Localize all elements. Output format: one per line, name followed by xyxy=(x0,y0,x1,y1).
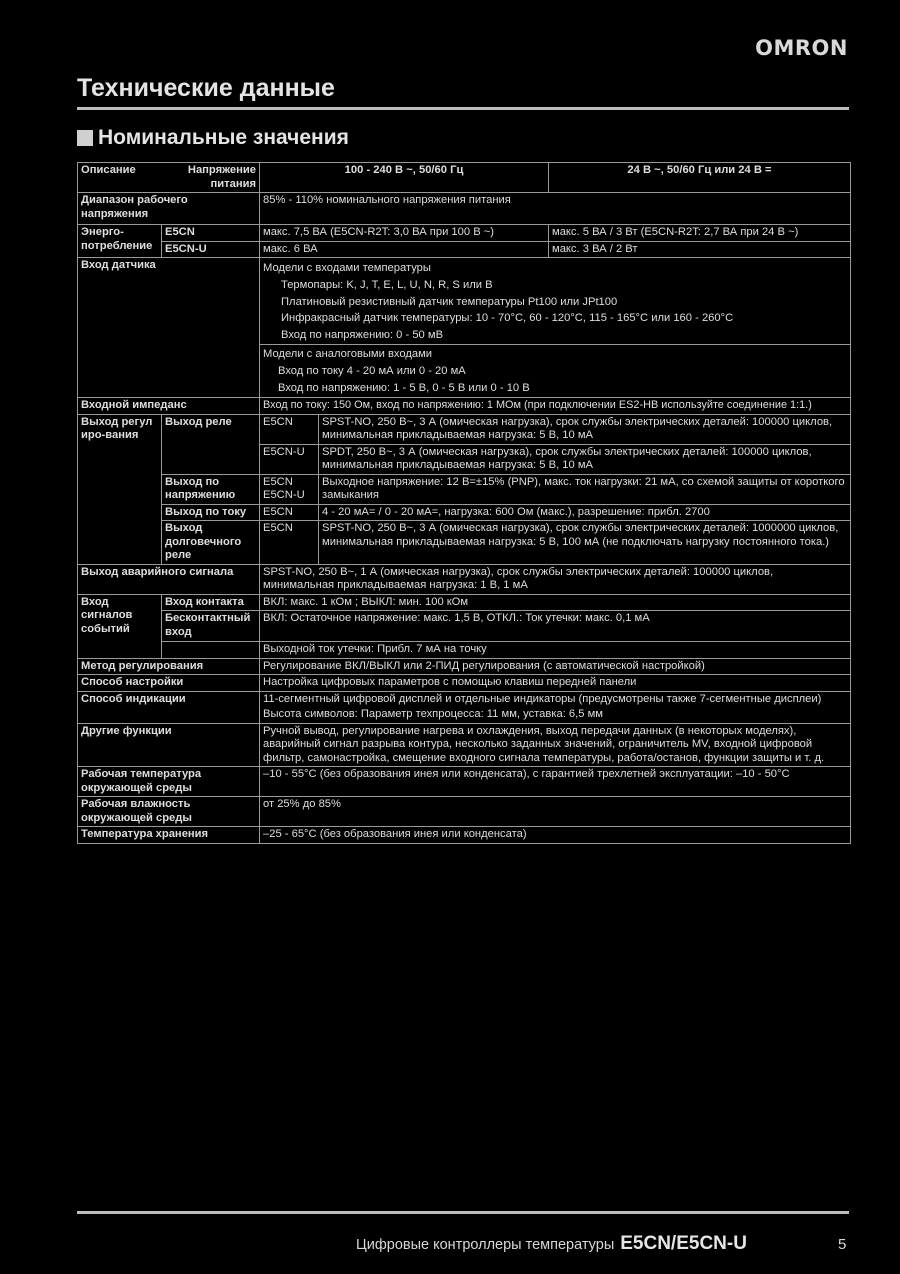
sub-label: Выход реле xyxy=(162,414,260,474)
table-row xyxy=(78,691,851,723)
row-label: Способ настройки xyxy=(78,675,260,692)
ratings-table-body xyxy=(77,162,851,844)
sensor-voltage-temp: Вход по напряжению: 0 - 50 мВ xyxy=(281,329,444,342)
table-row xyxy=(78,642,851,659)
sensor-voltage-in: Вход по напряжению: 1 - 5 В, 0 - 5 В или 0 - 10 В xyxy=(278,381,530,394)
row-value: Выходное напряжение: 12 В=±15% (PNP), макс. ток нагрузки: 21 мА, со схемой защиты от короткого замыкания xyxy=(319,474,851,504)
indication-display: 11-сегментный цифровой дисплей и отдельные индикаторы (предусмотрены также 7-сегментные дисплеи) xyxy=(263,692,822,705)
footer xyxy=(356,1233,747,1255)
table-row xyxy=(78,827,851,844)
page-number: 5 xyxy=(838,1236,847,1253)
row-value: SPST-NO, 250 В~, 1 А (омическая нагрузка), срок службы электрических деталей: 100000 циклов, минимальная прикладываемая нагрузка: 1 В, 1 мА xyxy=(260,564,851,594)
table-row xyxy=(78,723,851,767)
row-value: ВКЛ: макс. 1 кОм ; ВЫКЛ: мин. 100 кОм xyxy=(260,594,851,611)
table-row xyxy=(78,594,851,611)
sub-label: Вход контакта xyxy=(162,594,260,611)
row-label: Выход аварийного сигнала xyxy=(78,564,260,594)
sub-label: Выход по напряжению xyxy=(162,474,260,504)
row-value: 85% - 110% номинального напряжения питания xyxy=(260,193,851,225)
page-title: Технические данные xyxy=(77,74,335,102)
footer-text: Цифровые контроллеры температуры xyxy=(356,1237,615,1253)
row-value: макс. 6 ВА xyxy=(260,241,549,258)
row-value: макс. 5 ВА / 3 Вт (E5CN-R2T: 2,7 ВА при 24 В ~) xyxy=(549,225,851,242)
row-value: Вход по току: 150 Ом, вход по напряжению: 1 МОм (при подключении ES2-HB используйте соединение 1:1.) xyxy=(260,398,851,415)
row-value: Регулирование ВКЛ/ВЫКЛ или 2-ПИД регулирования (с автоматической настройкой) xyxy=(260,658,851,675)
header-description: Описание xyxy=(81,164,136,176)
sensor-values xyxy=(260,258,851,398)
sensor-platinum: Платиновый резистивный датчик температуры Pt100 или JPt100 xyxy=(281,295,618,308)
table-row xyxy=(78,474,851,504)
header-description-cell xyxy=(78,163,260,193)
table-row xyxy=(78,658,851,675)
table-header-row xyxy=(78,163,851,193)
row-value: Настройка цифровых параметров с помощью клавиш передней панели xyxy=(260,675,851,692)
section-title-text: Номинальные значения xyxy=(98,126,349,149)
row-value: от 25% до 85% xyxy=(260,797,851,827)
row-label: Выход регулиро-вания xyxy=(78,414,162,564)
header-supply-voltage: Напряжение питания xyxy=(187,164,256,190)
row-value: макс. 7,5 ВА (E5CN-R2T: 3,0 ВА при 100 В ~) xyxy=(260,225,549,242)
model-label: E5CN-U xyxy=(162,241,260,258)
table-row xyxy=(78,225,851,242)
table-row xyxy=(78,797,851,827)
table-row xyxy=(78,504,851,521)
row-value xyxy=(260,691,851,723)
row-label: Другие функции xyxy=(78,723,260,767)
table-row xyxy=(78,675,851,692)
empty-cell xyxy=(162,642,260,659)
row-label: Энерго-потребление xyxy=(78,225,162,258)
model-label: E5CN xyxy=(260,504,319,521)
model-label: E5CN xyxy=(260,414,319,444)
table-row xyxy=(78,414,851,444)
row-label: Метод регулирования xyxy=(78,658,260,675)
row-value: –10 - 55°C (без образования инея или конденсата), с гарантией трехлетней эксплуатации: –10 - 50°C xyxy=(260,767,851,797)
model-label: E5CN xyxy=(162,225,260,242)
sensor-analog-models: Модели с аналоговыми входами xyxy=(260,344,850,363)
row-value: SPST-NO, 250 В~, 3 А (омическая нагрузка), срок службы электрических деталей: 100000 циклов, минимальная прикладываемая нагрузка: 5 В, 10 мА xyxy=(319,414,851,444)
footer-model: E5CN/E5CN-U xyxy=(620,1233,747,1254)
row-value: Выходной ток утечки: Прибл. 7 мА на точку xyxy=(260,642,851,659)
sub-label: Бесконтактный вход xyxy=(162,611,260,642)
row-value: Ручной вывод, регулирование нагрева и охлаждения, выход передачи данных (в некоторых моделях), аварийный сигнал разрыва контура, несколько заданных значений, ограничитель MV, входной цифровой фильтр, самонастройка, смещение входного сигнала температуры, работа/останов, функции защиты и т. д. xyxy=(260,723,851,767)
indication-height: Высота символов: Параметр техпроцесса: 11 мм, уставка: 6,5 мм xyxy=(263,708,603,721)
row-label: Вход сигналов событий xyxy=(78,594,162,658)
row-label: Диапазон рабочего напряжения xyxy=(78,193,260,225)
row-value: макс. 3 ВА / 2 Вт xyxy=(549,241,851,258)
omron-logo: OMRON xyxy=(755,36,848,60)
header-dc: 24 В ~, 50/60 Гц или 24 В = xyxy=(549,163,851,193)
row-label: Входной импеданс xyxy=(78,398,260,415)
model-e5cn: E5CN xyxy=(263,475,293,488)
model-e5cnu: E5CN-U xyxy=(263,489,305,502)
sensor-thermocouples: Термопары: K, J, T, E, L, U, N, R, S или B xyxy=(281,278,493,291)
row-value: ВКЛ: Остаточное напряжение: макс. 1,5 В, ОТКЛ.: Ток утечки: макс. 0,1 мА xyxy=(260,611,851,642)
row-value: 4 - 20 мА= / 0 - 20 мА=, нагрузка: 600 Ом (макс.), разрешение: прибл. 2700 xyxy=(319,504,851,521)
row-label: Способ индикации xyxy=(78,691,260,723)
sensor-temp-models: Модели с входами температуры xyxy=(263,262,431,274)
footer-divider xyxy=(77,1211,849,1214)
table-row xyxy=(78,258,851,398)
row-label: Рабочая температура окружающей среды xyxy=(78,767,260,797)
row-label: Рабочая влажность окружающей среды xyxy=(78,797,260,827)
model-label: E5CN xyxy=(260,521,319,565)
section-title xyxy=(77,126,349,150)
table-row xyxy=(78,521,851,565)
sub-label: Выход долговечного реле xyxy=(162,521,260,565)
row-value: SPST-NO, 250 В~, 3 А (омическая нагрузка), срок службы электрических деталей: 1000000 циклов, минимальная прикладываемая нагрузка: 5 В, 100 мА (не подключать нагрузку постоянного тока.) xyxy=(319,521,851,565)
row-label: Температура хранения xyxy=(78,827,260,844)
table-row xyxy=(78,767,851,797)
sensor-infrared: Инфракрасный датчик температуры: 10 - 70°C, 60 - 120°C, 115 - 165°C или 160 - 260°C xyxy=(281,312,734,325)
table-row xyxy=(78,193,851,225)
title-divider xyxy=(77,107,849,110)
table-row xyxy=(78,611,851,642)
sensor-current-in: Вход по току 4 - 20 мА или 0 - 20 мА xyxy=(278,364,466,377)
model-label: E5CN-U xyxy=(260,444,319,474)
table-row xyxy=(78,564,851,594)
header-ac: 100 - 240 В ~, 50/60 Гц xyxy=(260,163,549,193)
table-row xyxy=(78,398,851,415)
row-value: SPDT, 250 В~, 3 А (омическая нагрузка), срок службы электрических деталей: 100000 циклов, минимальная прикладываемая нагрузка: 5 В, 10 мА xyxy=(319,444,851,474)
table-row xyxy=(78,241,851,258)
sub-label: Выход по току xyxy=(162,504,260,521)
model-label xyxy=(260,474,319,504)
row-value: –25 - 65°C (без образования инея или конденсата) xyxy=(260,827,851,844)
row-label: Вход датчика xyxy=(78,258,260,398)
square-bullet-icon xyxy=(77,130,93,146)
